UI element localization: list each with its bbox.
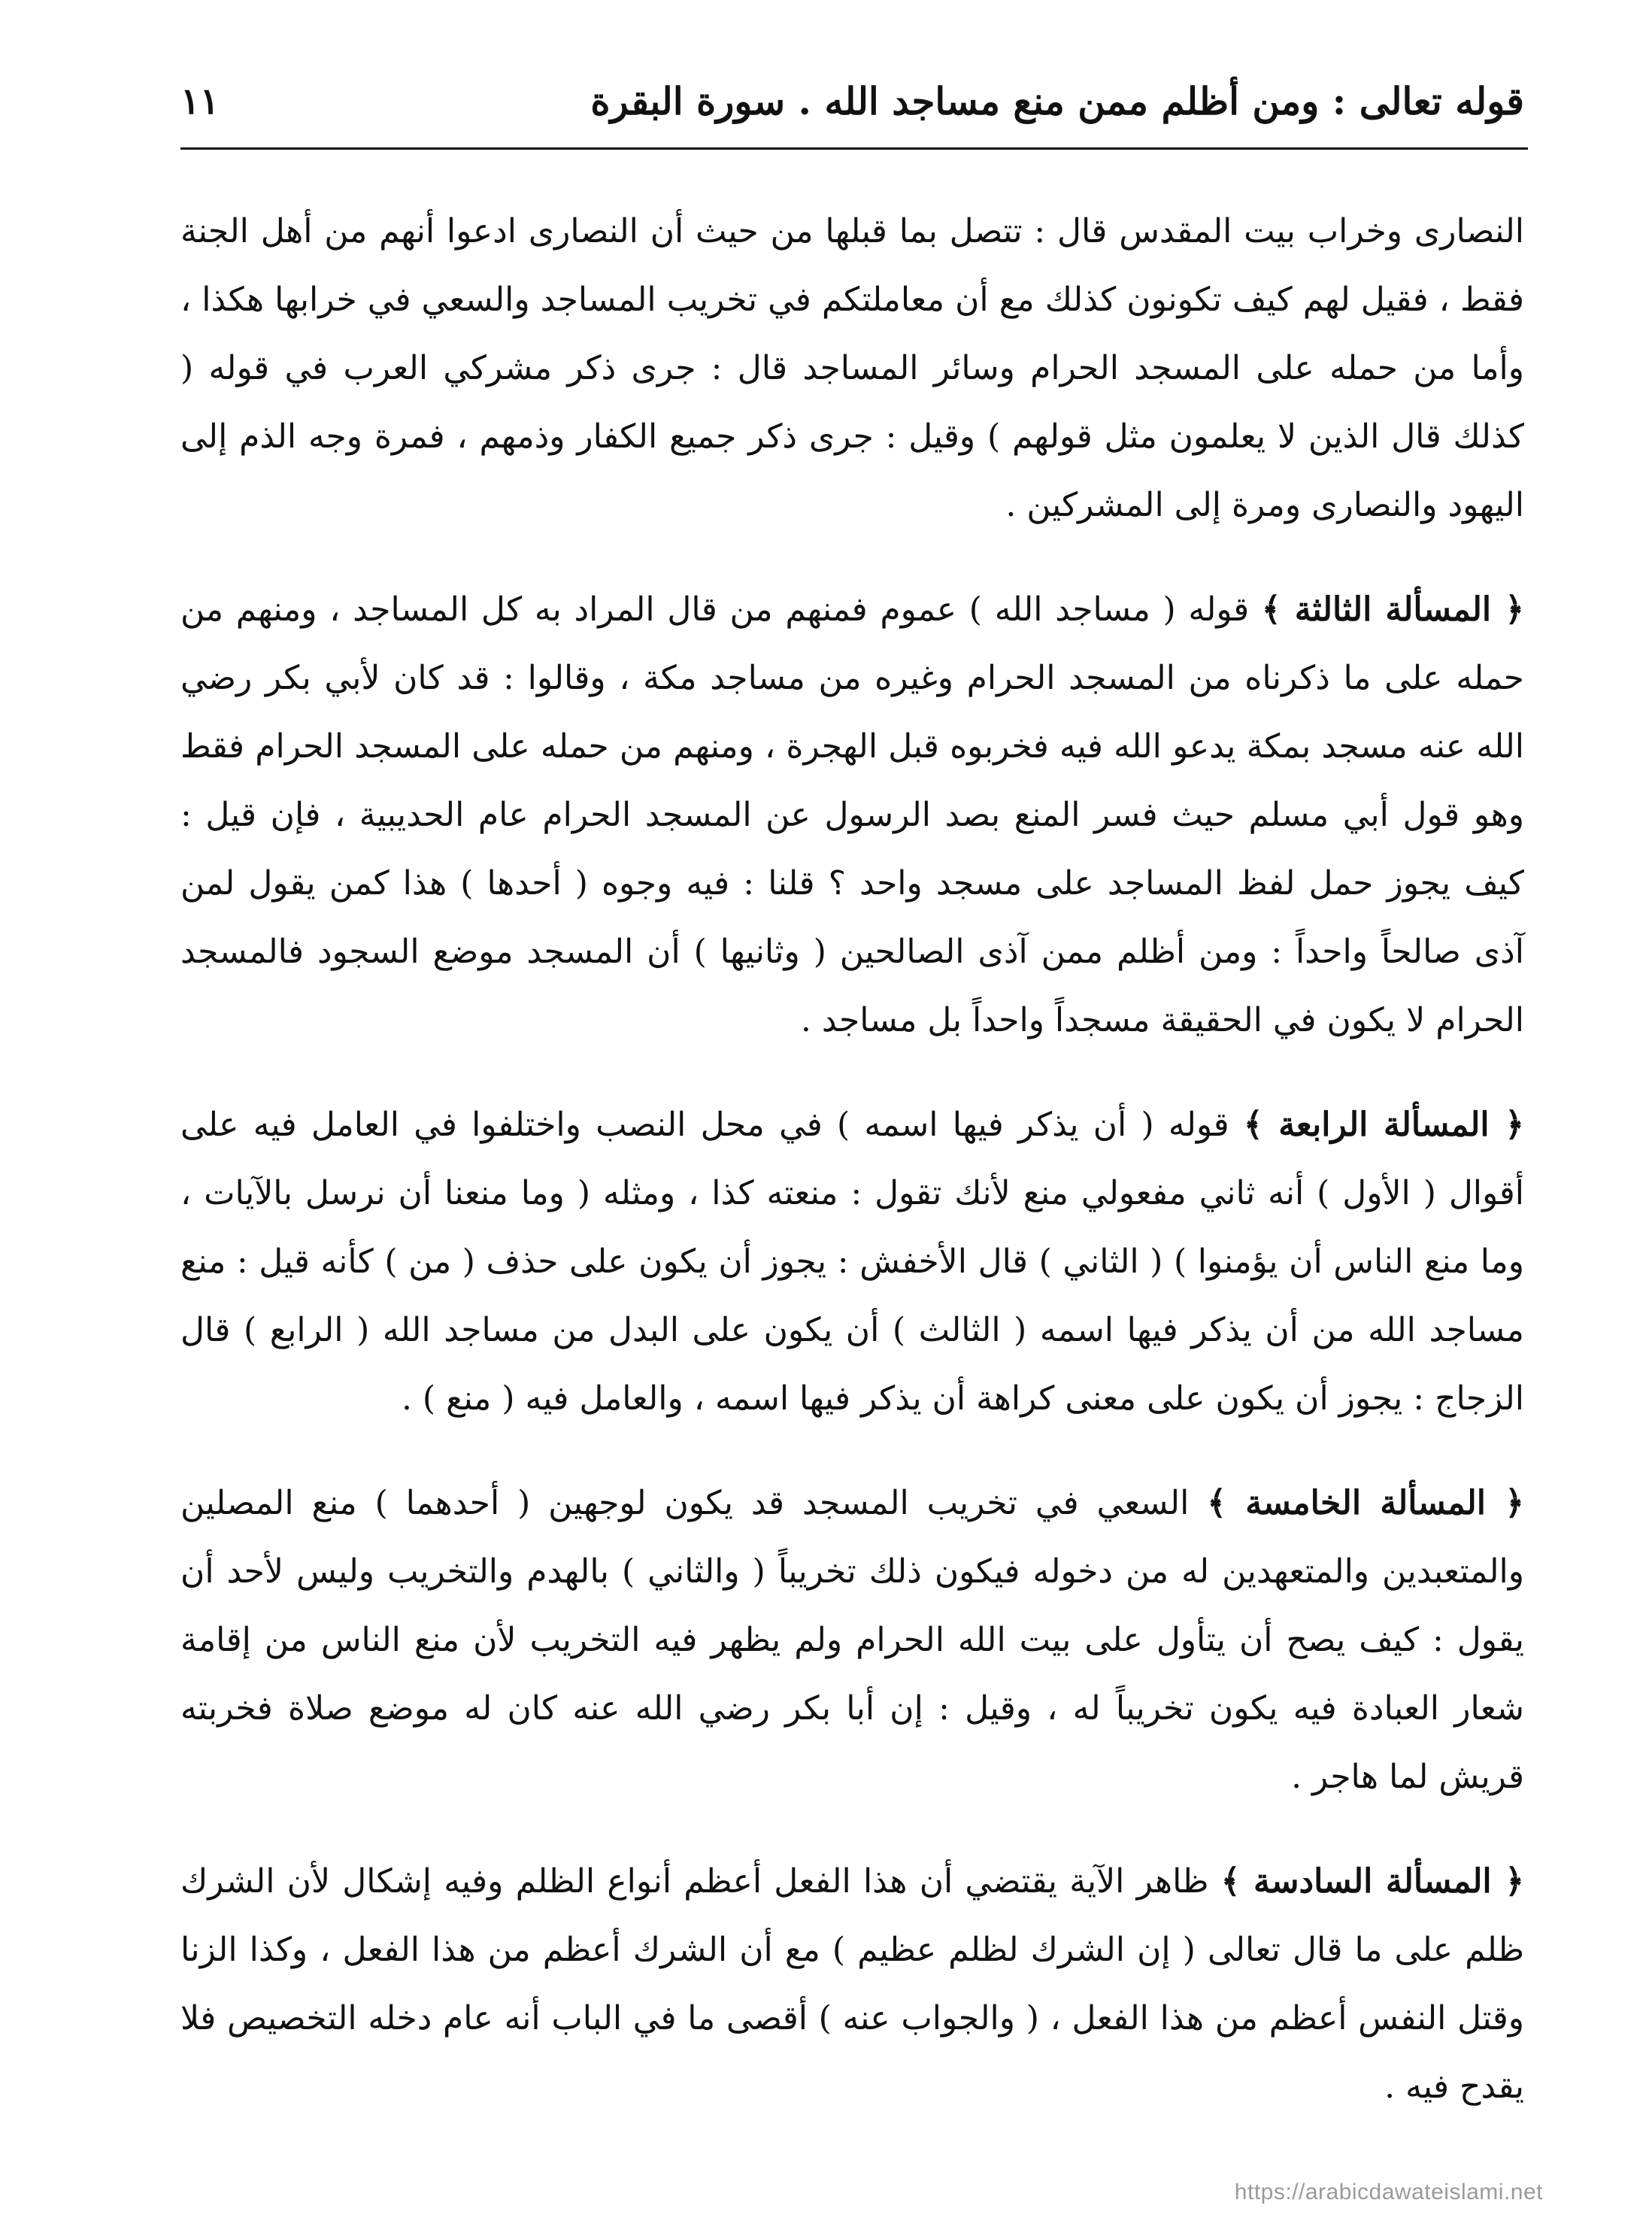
paragraph-2 (180, 575, 1524, 1054)
source-watermark: https://arabicdawateislami.net (1234, 2180, 1543, 2204)
running-header-title: قوله تعالى : ومن أظلم ممن منع مساجد الله . سورة البقرة (590, 79, 1524, 123)
issue-5-heading: ﴿ المسألة الخامسة ﴾ (1207, 1484, 1525, 1522)
issue-5-text: السعي في تخريب المسجد قد يكون لوجهين ( أحدهما ) منع المصلين والمتعبدين والمتعهدين له من دخوله فيكون ذلك تخريباً ( والثاني ) بالهدم والتخريب وليس لأحد أن يقول : كيف يصح أن يتأول على بيت الله الحرام ولم يظهر فيه التخريب لأن منع الناس من إقامة شعار العبادة فيه يكون تخريباً له ، وقيل : إن أبا بكر رضي الله عنه كان له موضع صلاة فخربته قريش لما هاجر . (180, 1484, 1524, 1796)
paragraph-1 (180, 197, 1524, 539)
paragraph-3 (180, 1091, 1524, 1433)
issue-4-text: قوله ( أن يذكر فيها اسمه ) في محل النصب واختلفوا في العامل فيه على أقوال ( الأول ) أنه ثاني مفعولي منع لأنك تقول : منعته كذا ، ومثله ( وما منعنا أن نرسل بالآيات ، وما منع الناس أن يؤمنوا ) ( الثاني ) قال الأخفش : يجوز أن يكون على حذف ( من ) كأنه قيل : منع مساجد الله من أن يذكر فيها اسمه ( الثالث ) أن يكون على البدل من مساجد الله ( الرابع ) قال الزجاج : يجوز أن يكون على معنى كراهة أن يذكر فيها اسمه ، والعامل فيه ( منع ) . (180, 1106, 1524, 1418)
paragraph-1-text: النصارى وخراب بيت المقدس قال : تتصل بما قبلها من حيث أن النصارى ادعوا أنهم من أهل الجنة فقط ، فقيل لهم كيف تكونون كذلك مع أن معاملتكم في تخريب المساجد والسعي في خرابها هكذا ، وأما من حمله على المسجد الحرام وسائر المساجد قال : جرى ذكر مشركي العرب في قوله ( كذلك قال الذين لا يعلمون مثل قولهم ) وقيل : جرى ذكر جميع الكفار وذمهم ، فمرة وجه الذم إلى اليهود والنصارى ومرة إلى المشركين . (180, 212, 1524, 524)
issue-3-text: قوله ( مساجد الله ) عموم فمنهم من قال المراد به كل المساجد ، ومنهم من حمله على ما ذكرناه من المسجد الحرام وغيره من مساجد مكة ، وقالوا : قد كان لأبي بكر رضي الله عنه مسجد بمكة يدعو الله فيه فخربوه قبل الهجرة ، ومنهم من حمله على المسجد الحرام فقط وهو قول أبي مسلم حيث فسر المنع بصد الرسول عن المسجد الحرام عام الحديبية ، فإن قيل : كيف يجوز حمل لفظ المساجد على مسجد واحد ؟ قلنا : فيه وجوه ( أحدها ) هذا كمن يقول لمن آذى صالحاً واحداً : ومن أظلم ممن آذى الصالحين ( وثانيها ) أن المسجد موضع السجود فالمسجد الحرام لا يكون في الحقيقة مسجداً واحداً بل مساجد . (180, 590, 1524, 1039)
issue-4-heading: ﴿ المسألة الرابعة ﴾ (1243, 1106, 1524, 1144)
page-header (180, 71, 1524, 132)
page-body (180, 197, 1524, 2157)
issue-3-heading: ﴿ المسألة الثالثة ﴾ (1261, 590, 1525, 629)
issue-6-heading: ﴿ المسألة السادسة ﴾ (1220, 1862, 1524, 1901)
paragraph-4 (180, 1469, 1524, 1811)
paragraph-5 (180, 1847, 1524, 2121)
header-divider (180, 147, 1528, 150)
issue-6-text: ظاهر الآية يقتضي أن هذا الفعل أعظم أنواع الظلم وفيه إشكال لأن الشرك ظلم على ما قال تعالى ( إن الشرك لظلم عظيم ) مع أن الشرك أعظم من هذا الفعل ، وكذا الزنا وقتل النفس أعظم من هذا الفعل ، ( والجواب عنه ) أقصى ما في الباب أنه عام دخله التخصيص فلا يقدح فيه . (180, 1862, 1524, 2106)
page-number: ١١ (180, 80, 220, 123)
